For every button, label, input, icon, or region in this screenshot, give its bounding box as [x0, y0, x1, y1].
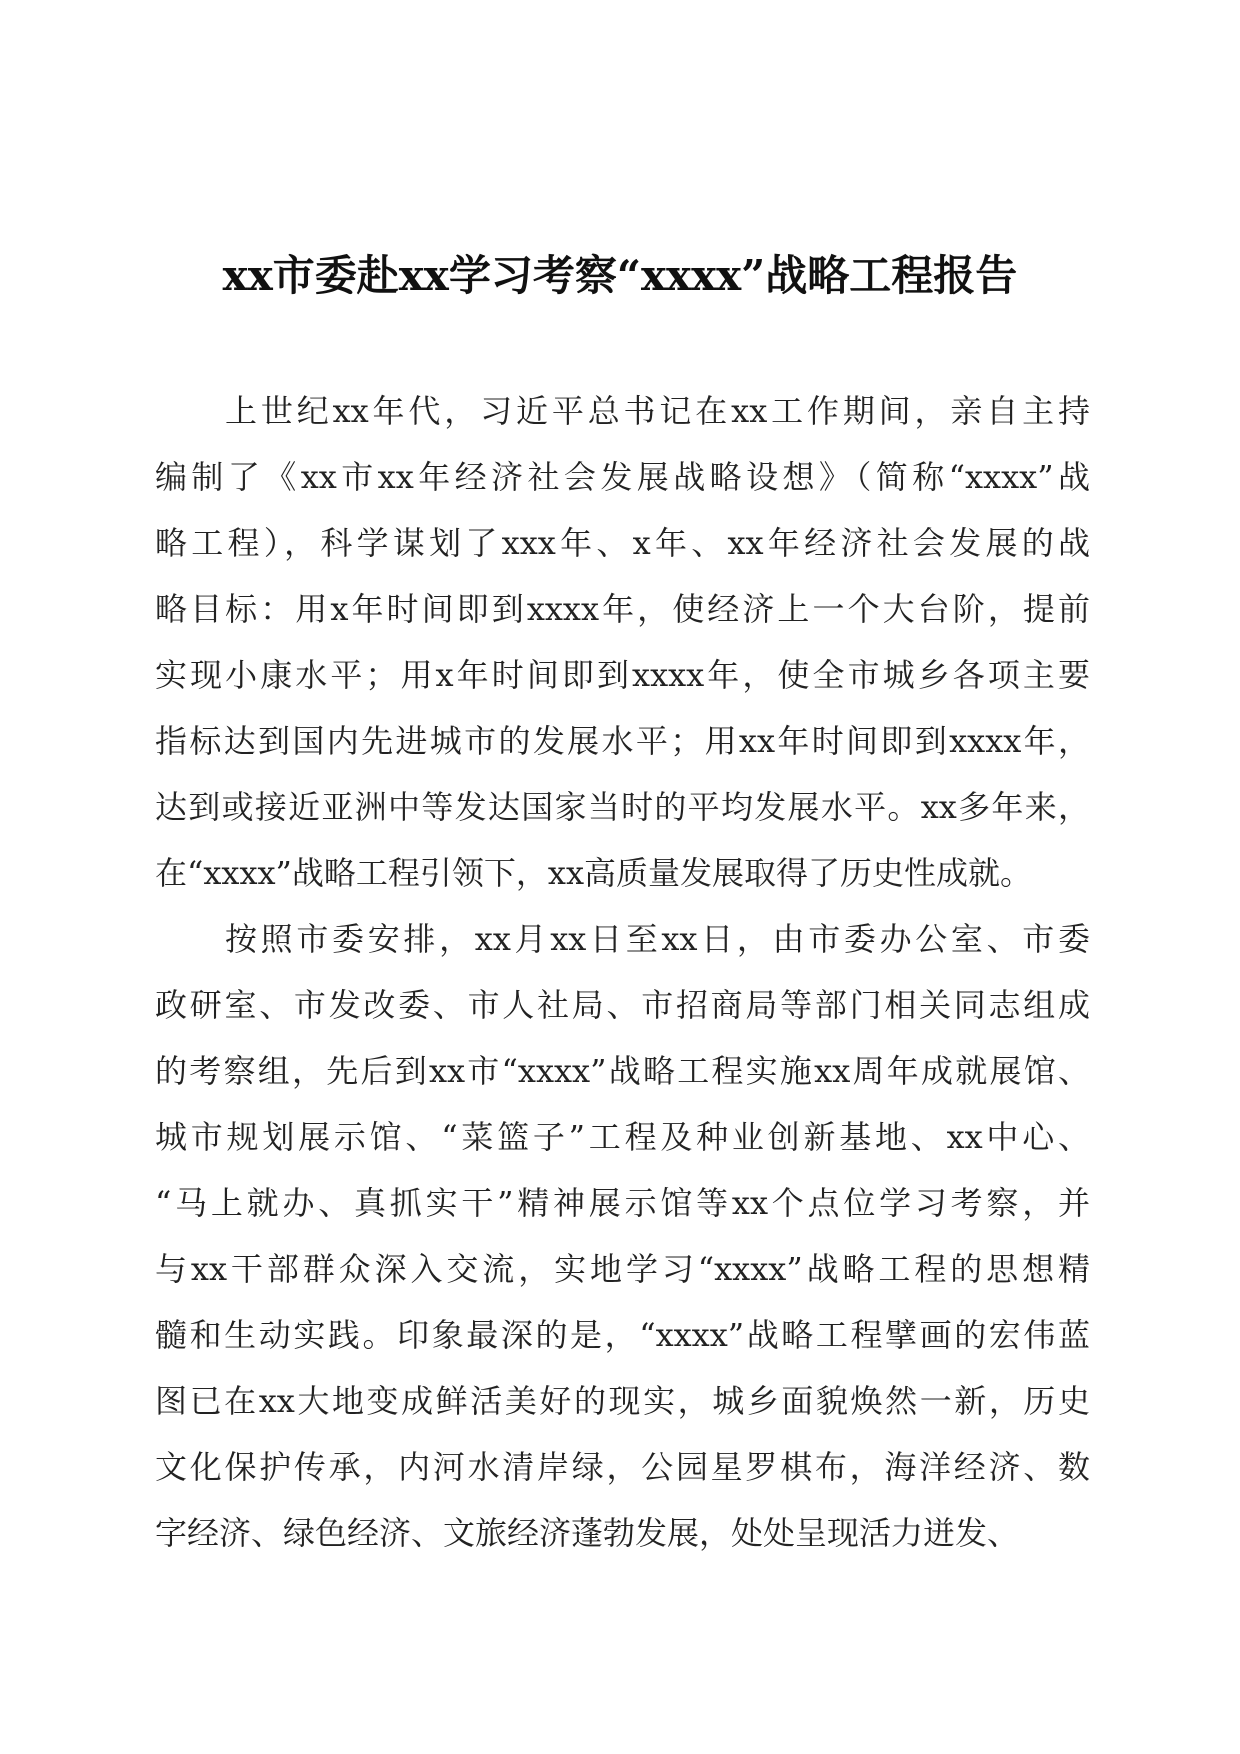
paragraph-line: 略工程），科学谋划了xxx年、x年、xx年经济社会发展的战 — [155, 524, 1090, 562]
paragraph-line: 实现小康水平；用x年时间即到xxxx年，使全市城乡各项主要 — [155, 656, 1090, 694]
paragraph-line: 文化保护传承，内河水清岸绿，公园星罗棋布，海洋经济、数 — [155, 1448, 1090, 1486]
paragraph-line: 上世纪xx年代，习近平总书记在xx工作期间，亲自主持 — [225, 392, 1090, 430]
document-body — [155, 378, 1090, 1566]
paragraph-line: 城市规划展示馆、“菜篮子”工程及种业创新基地、xx中心、 — [155, 1118, 1090, 1156]
paragraph-2 — [155, 906, 1090, 1566]
paragraph-line: 的考察组，先后到xx市“xxxx”战略工程实施xx周年成就展馆、 — [155, 1052, 1090, 1090]
paragraph-line: 政研室、市发改委、市人社局、市招商局等部门相关同志组成 — [155, 986, 1090, 1024]
paragraph-line: 略目标：用x年时间即到xxxx年，使经济上一个大台阶，提前 — [155, 590, 1090, 628]
paragraph-line: 达到或接近亚洲中等发达国家当时的平均发展水平。xx多年来， — [155, 788, 1090, 826]
paragraph-line: 字经济、绿色经济、文旅经济蓬勃发展，处处呈现活力迸发、 — [155, 1514, 1020, 1552]
paragraph-line: 图已在xx大地变成鲜活美好的现实，城乡面貌焕然一新，历史 — [155, 1382, 1090, 1420]
document-title: xx市委赴xx学习考察“xxxx”战略工程报告 — [222, 251, 1018, 300]
paragraph-line: “马上就办、真抓实干”精神展示馆等xx个点位学习考察，并 — [155, 1184, 1090, 1222]
paragraph-line: 按照市委安排，xx月xx日至xx日，由市委办公室、市委 — [225, 920, 1090, 958]
paragraph-line: 指标达到国内先进城市的发展水平；用xx年时间即到xxxx年， — [155, 722, 1090, 760]
paragraph-1 — [155, 378, 1090, 906]
paragraph-line: 髓和生动实践。印象最深的是，“xxxx”战略工程擘画的宏伟蓝 — [155, 1316, 1090, 1354]
paragraph-line: 编制了《xx市xx年经济社会发展战略设想》（简称“xxxx”战 — [155, 458, 1090, 496]
paragraph-line: 与xx干部群众深入交流，实地学习“xxxx”战略工程的思想精 — [155, 1250, 1090, 1288]
paragraph-line: 在“xxxx”战略工程引领下，xx高质量发展取得了历史性成就。 — [155, 854, 1033, 892]
